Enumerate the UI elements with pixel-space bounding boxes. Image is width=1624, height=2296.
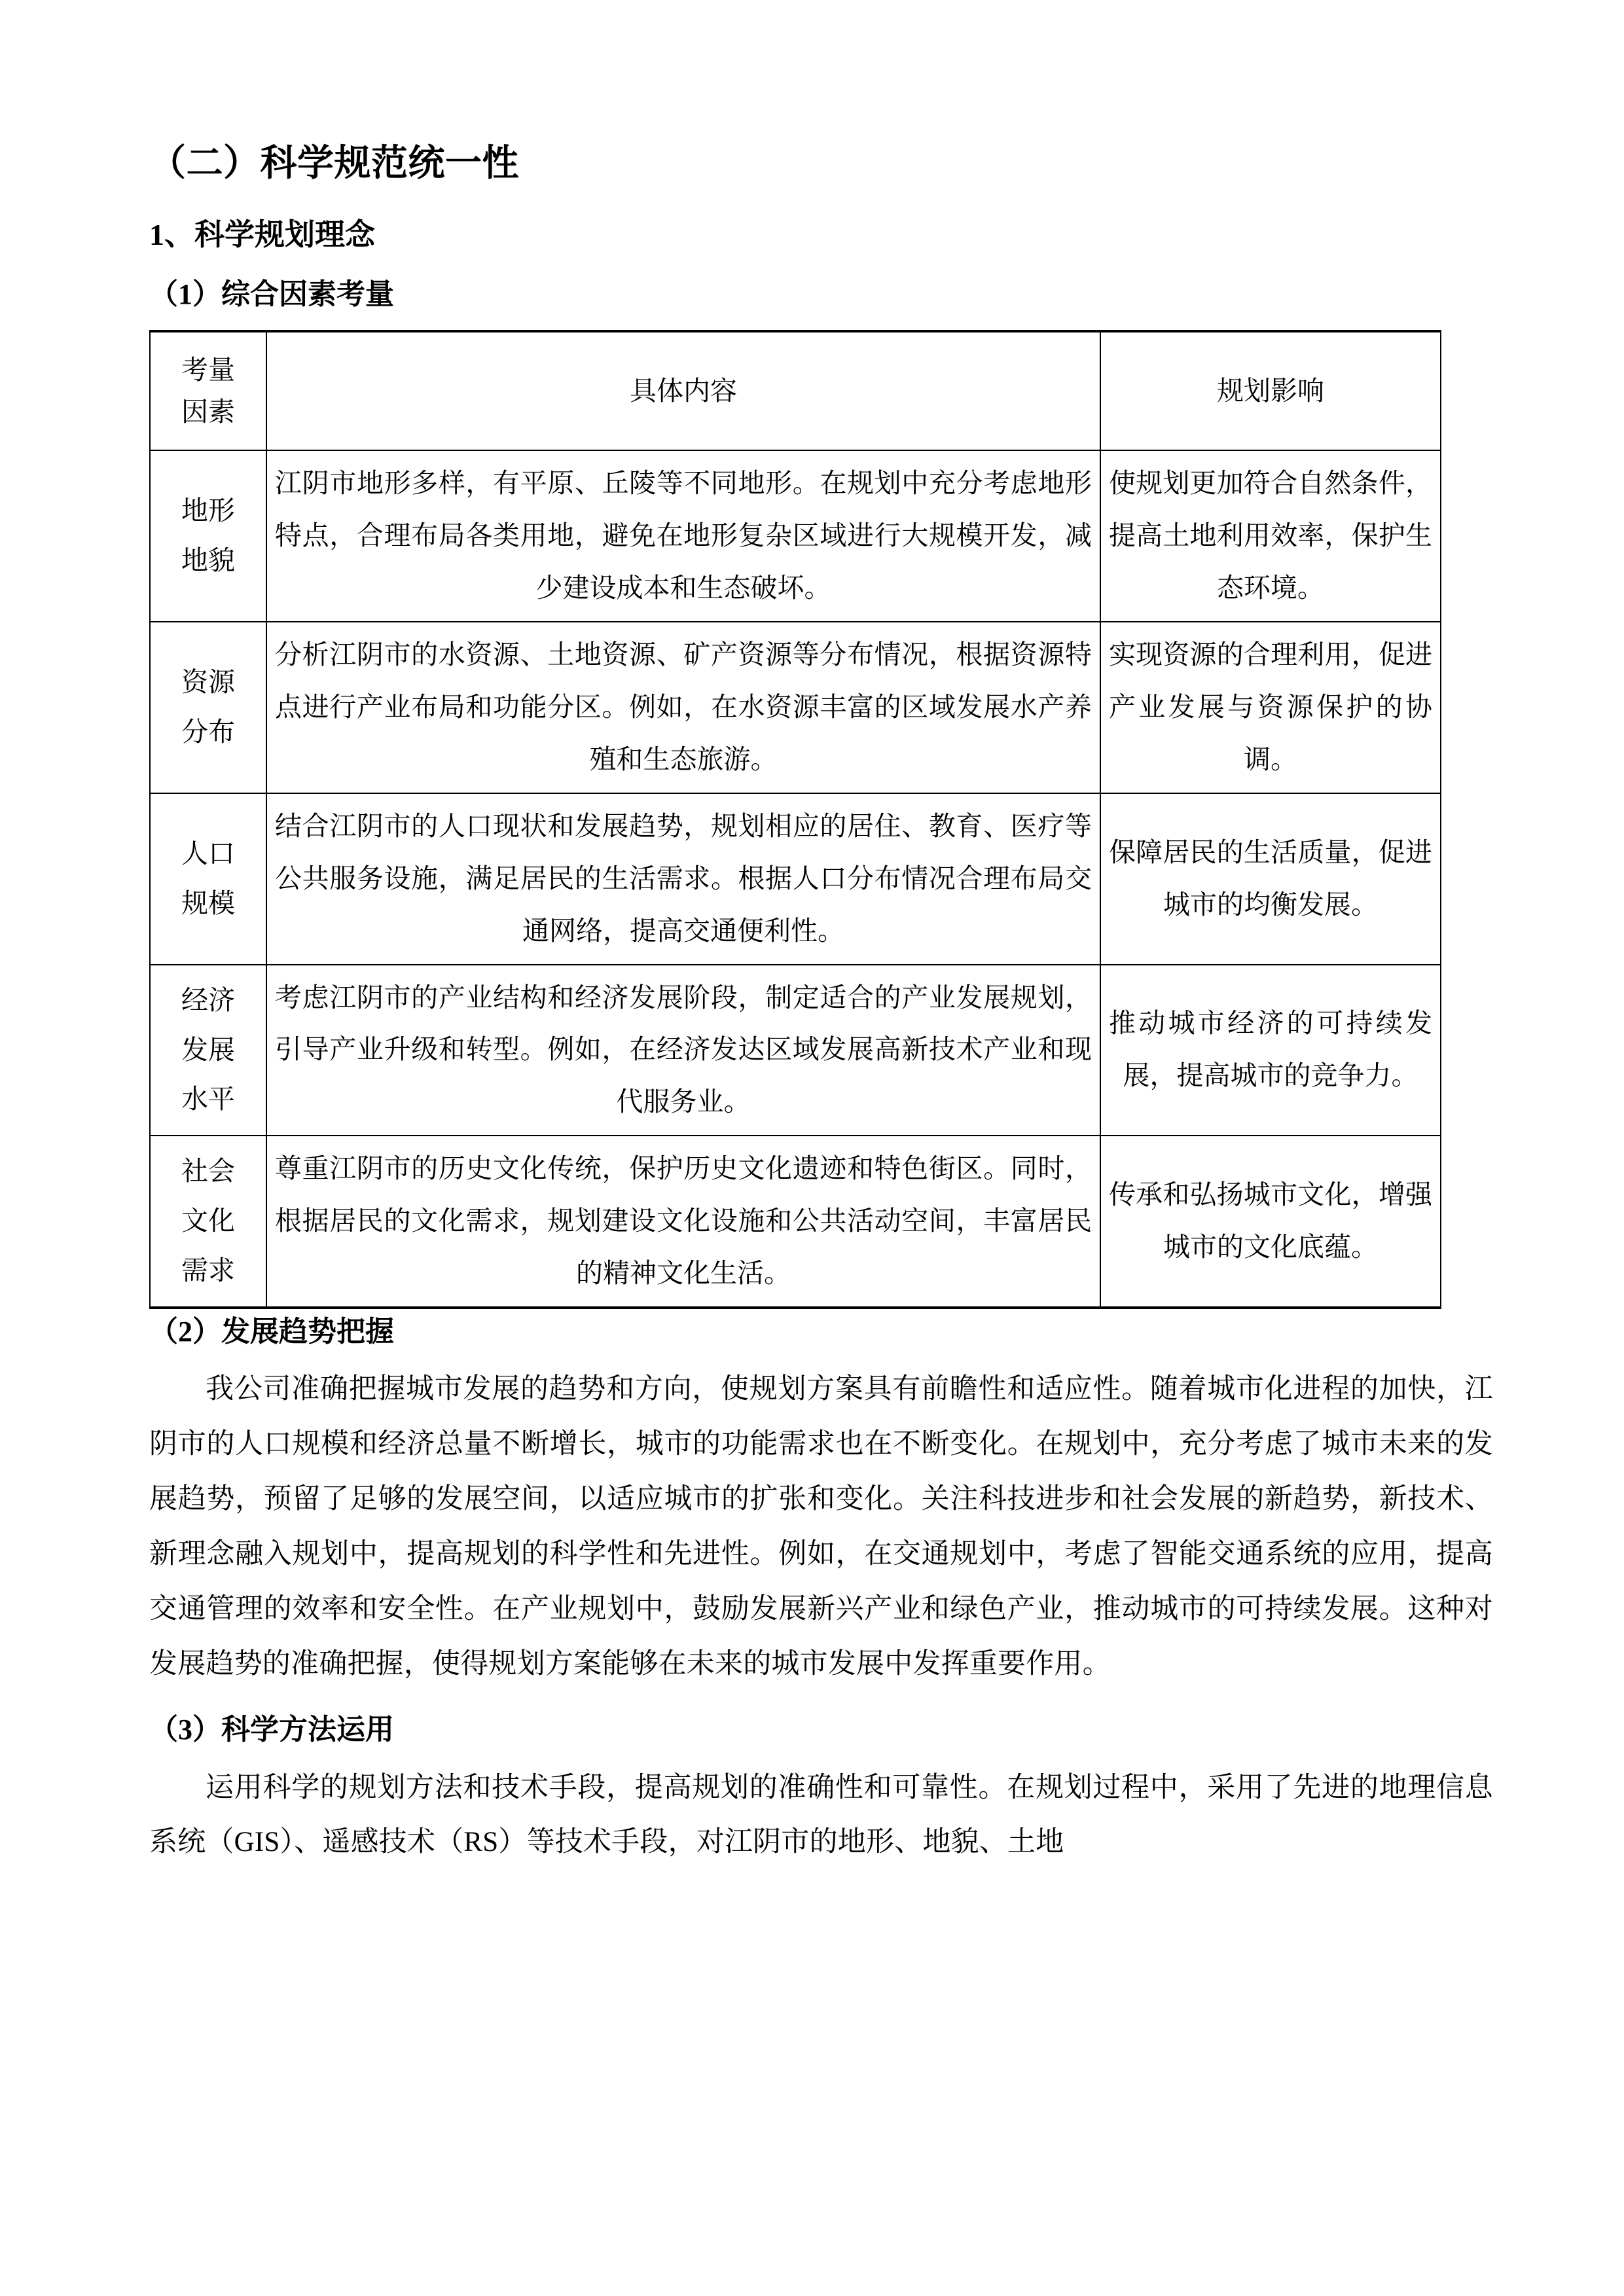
factor-cell	[150, 793, 266, 965]
sub-heading: 1、科学规划理念	[149, 218, 375, 251]
item-heading-development-trend: （2）发展趋势把握	[149, 1316, 394, 1348]
table-row	[150, 965, 1441, 1136]
comprehensive-factors-table	[149, 330, 1441, 1309]
table-row	[150, 622, 1441, 793]
factor-line-2: 地貌	[181, 545, 235, 575]
detail-cell: 分析江阴市的水资源、土地资源、矿产资源等分布情况，根据资源特点进行产业布局和功能分区。例如，在水资源丰富的区域发展水产养殖和生态旅游。	[266, 622, 1100, 793]
impact-cell: 保障居民的生活质量，促进城市的均衡发展。	[1100, 793, 1441, 965]
detail-cell: 江阴市地形多样，有平原、丘陵等不同地形。在规划中充分考虑地形特点，合理布局各类用地，避免在地形复杂区域进行大规模开发，减少建设成本和生态破坏。	[266, 450, 1100, 622]
table-header-row	[150, 331, 1441, 450]
header-cell-impact: 规划影响	[1100, 331, 1441, 450]
header-cell-factor	[150, 331, 266, 450]
factor-cell	[150, 1136, 266, 1308]
factor-line-2: 分布	[181, 716, 235, 747]
table-row	[150, 450, 1441, 622]
item-heading-scientific-method: （3）科学方法运用	[149, 1713, 394, 1746]
paragraph-development-trend: 我公司准确把握城市发展的趋势和方向，使规划方案具有前瞻性和适应性。随着城市化进程的加快，江阴市的人口规模和经济总量不断增长，城市的功能需求也在不断变化。在规划中，充分考虑了城市未来的发展趋势，预留了足够的发展空间，以适应城市的扩张和变化。关注科技进步和社会发展的新趋势，新技术、新理念融入规划中，提高规划的科学性和先进性。例如，在交通规划中，考虑了智能交通系统的应用，提高交通管理的效率和安全性。在产业规划中，鼓励发展新兴产业和绿色产业，推动城市的可持续发展。这种对发展趋势的准确把握，使得规划方案能够在未来的城市发展中发挥重要作用。	[149, 1374, 1493, 1679]
factor-cell	[150, 965, 266, 1136]
impact-cell: 使规划更加符合自然条件，提高土地利用效率，保护生态环境。	[1100, 450, 1441, 622]
factor-line-3: 需求	[181, 1255, 235, 1286]
factor-line-1: 人口	[181, 838, 235, 869]
table-row	[150, 1136, 1441, 1308]
impact-cell: 推动城市经济的可持续发展，提高城市的竞争力。	[1100, 965, 1441, 1136]
header-factor-line1: 考量	[181, 354, 235, 385]
paragraph-scientific-method: 运用科学的规划方法和技术手段，提高规划的准确性和可靠性。在规划过程中，采用了先进的地理信息系统（GIS）、遥感技术（RS）等技术手段，对江阴市的地形、地貌、土地	[149, 1772, 1493, 1858]
detail-cell: 尊重江阴市的历史文化传统，保护历史文化遗迹和特色街区。同时，根据居民的文化需求，规划建设文化设施和公共活动空间，丰富居民的精神文化生活。	[266, 1136, 1100, 1308]
factor-line-1: 经济	[181, 984, 235, 1015]
factor-line-3: 水平	[181, 1084, 235, 1115]
factor-line-1: 地形	[181, 495, 235, 526]
factor-line-1: 资源	[181, 666, 235, 697]
impact-cell: 实现资源的合理利用，促进产业发展与资源保护的协调。	[1100, 622, 1441, 793]
factor-line-1: 社会	[181, 1156, 235, 1187]
header-factor-line2: 因素	[181, 396, 235, 427]
section-heading: （二）科学规范统一性	[149, 143, 519, 184]
impact-cell: 传承和弘扬城市文化，增强城市的文化底蕴。	[1100, 1136, 1441, 1308]
factor-cell	[150, 450, 266, 622]
factor-line-2: 发展	[181, 1034, 235, 1065]
item-heading-comprehensive-factors: （1）综合因素考量	[149, 278, 394, 310]
factor-line-2: 规模	[181, 888, 235, 918]
detail-cell: 结合江阴市的人口现状和发展趋势，规划相应的居住、教育、医疗等公共服务设施，满足居民的生活需求。根据人口分布情况合理布局交通网络，提高交通便利性。	[266, 793, 1100, 965]
factor-line-2: 文化	[181, 1206, 235, 1236]
header-cell-detail: 具体内容	[266, 331, 1100, 450]
factor-cell	[150, 622, 266, 793]
detail-cell: 考虑江阴市的产业结构和经济发展阶段，制定适合的产业发展规划，引导产业升级和转型。例如，在经济发达区域发展高新技术产业和现代服务业。	[266, 965, 1100, 1136]
table-row	[150, 793, 1441, 965]
